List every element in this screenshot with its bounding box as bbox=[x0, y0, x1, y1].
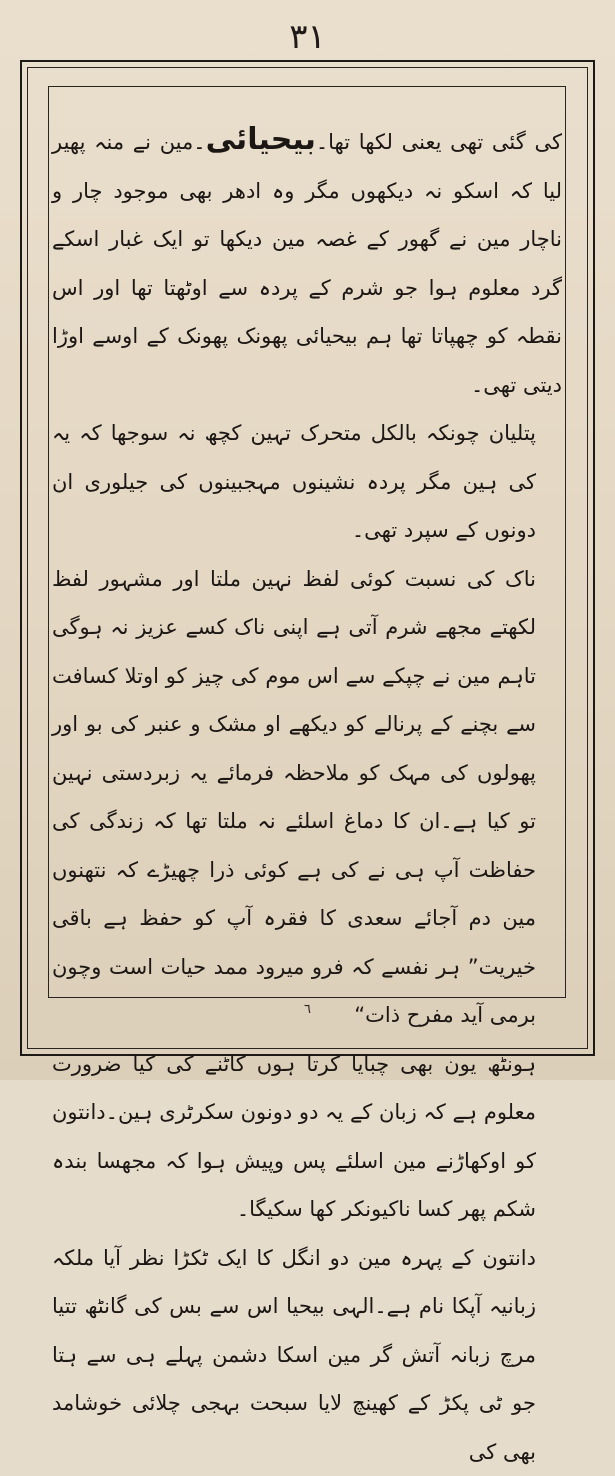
body-text bbox=[52, 116, 562, 1476]
page-number: ۳۱ bbox=[0, 14, 615, 60]
paragraph-4: ہونٹھ یون بھی چبایا کرتا ہوں کاٹنے کی کیا ضرورت معلوم ہے کہ زبان کے یہ دو دونون سکرٹری ہین۔دانتون کو اوکھاڑنے مین اسلئے پس وپیش ہوا کہ مجھسا بندہ شکم پھر کسا ناکیونکر کھا سکیگا۔ bbox=[52, 1040, 562, 1234]
paragraph-2: پتلیان چونکہ بالکل متحرک تہین کچھ نہ سوجھا کہ یہ کی ہین مگر پردہ نشینوں مہجبینوں کی جیلوری ان دونوں کے سپرد تھی۔ bbox=[52, 409, 562, 555]
paragraph-3: ناک کی نسبت کوئی لفظ نہین ملتا اور مشہور لفظ لکھتے مجھے شرم آتی ہے اپنی ناک کسے عزیز نہ ہوگی تاہم مین نے چپکے سے اس موم کی چیز کو اوتلا کسافت سے بچنے کے پرنالے کو دیکھے او مشک و عنبر کی بو اور پھولوں کی مہک کو ملاحظہ فرمائے یہ زبردستی نہین تو کیا ہے۔ان کا دماغ اسلئے نہ ملتا تھا کہ زندگی کی حفاظت آپ ہی نے کی ہے کوئی ذرا چھیڑے کہ نتھنوں مین دم آجائے سعدی کا فقرہ آپ کو حفظ ہے باقی خیریت” ہر نفسے کہ فرو میرود ممد حیات است وچون برمی آید مفرح ذات“ bbox=[52, 555, 562, 1040]
footer-signature-mark: ٦ bbox=[0, 1002, 615, 1017]
paragraph-1-lead: کی گئی تھی یعنی لکھا تھا۔ bbox=[316, 130, 562, 154]
paragraph-5: دانتون کے پہرہ مین دو انگل کا ایک ٹکڑا نظر آیا ملکہ زبانیہ آپکا نام ہے۔الہی بیحیا اس سے بس کی گانٹھ تتیا مرچ زبانہ آتش گر مین اسکا دشمن پہلے ہی سے ہتا جو ٹی پکڑ کے کھینچ لایا سبحت بہجی چلائی خوشامد بھی کی bbox=[52, 1234, 562, 1476]
paragraph-1-body: ۔مین نے منہ پھیر لیا کہ اسکو نہ دیکھوں مگر وہ ادھر بھی موجود چار و ناچار مین نے گھور کے غصہ مین دیکھا تو ایک غبار اسکے گرد معلوم ہوا جو شرم کے پردہ سے اوٹھتا تھا اور اس نقطہ کو چھپاتا تھا ہم بیحیائی پھونک پھونک کے اوسے اوڑا دیتی تھی۔ bbox=[52, 130, 562, 397]
heading-word: بیحیائی bbox=[206, 122, 316, 157]
paragraph-1 bbox=[52, 116, 562, 409]
